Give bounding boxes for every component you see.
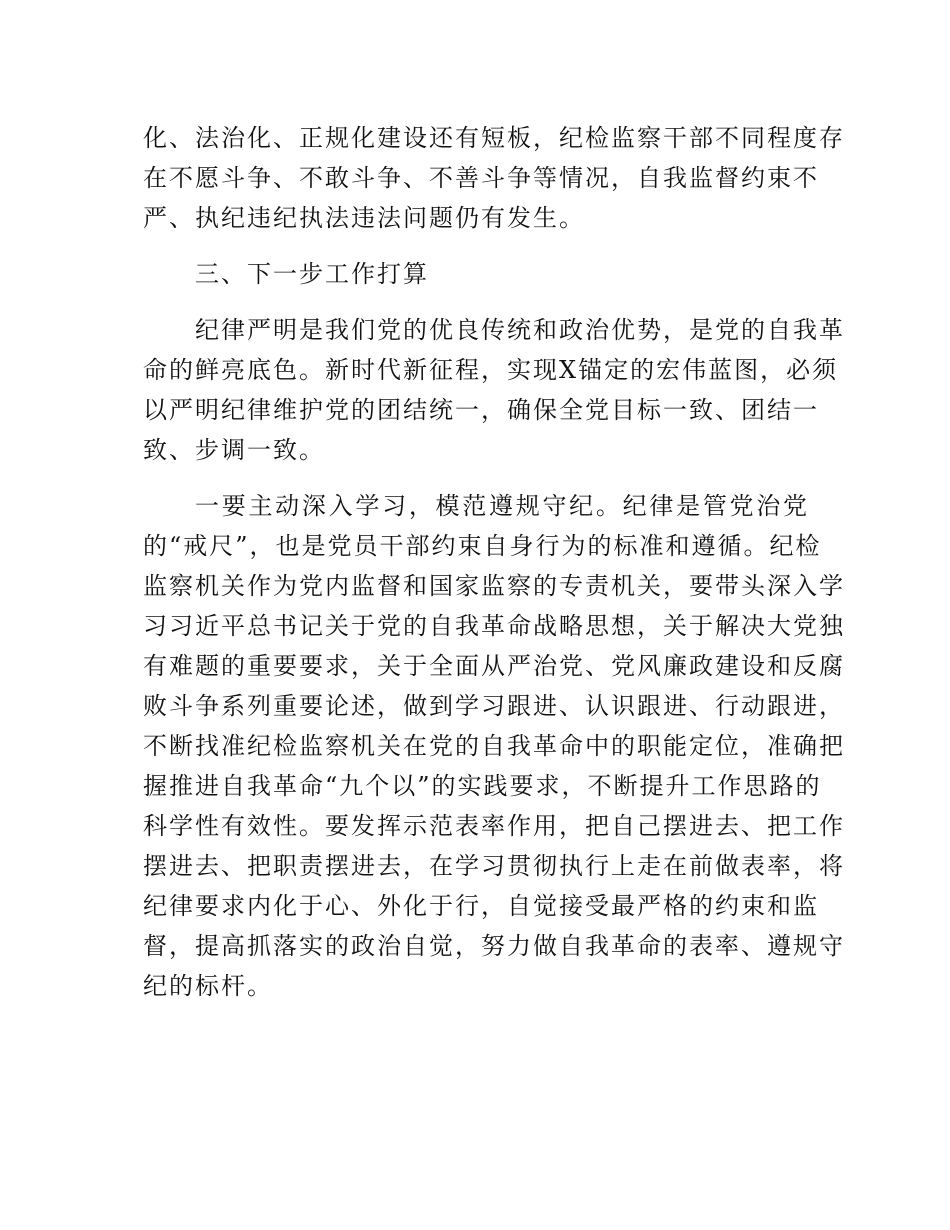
text-line: 督，提高抓落实的政治自觉，努力做自我革命的表率、遵规守 — [143, 932, 845, 960]
document-body — [143, 118, 845, 1006]
text-line: 命的鲜亮底色。新时代新征程，实现X锚定的宏伟蓝图，必须 — [143, 356, 839, 384]
text-line: 化、法治化、正规化建设还有短板，纪检监察干部不同程度存 — [143, 124, 845, 152]
text-line: 摆进去、把职责摆进去，在学习贯彻执行上走在前做表率，将 — [143, 852, 845, 880]
text-line: 纪的标杆。 — [143, 972, 273, 1000]
text-line: 不断找准纪检监察机关在党的自我革命中的职能定位，准确把 — [143, 732, 845, 760]
text-line: 握推进自我革命“九个以”的实践要求，不断提升工作思路的 — [143, 772, 822, 800]
heading-text: 三、下一步工作打算 — [195, 260, 429, 288]
section-heading — [143, 254, 809, 294]
text-line: 以严明纪律维护党的团结统一，确保全党目标一致、团结一 — [143, 396, 819, 424]
text-line: 有难题的重要要求，关于全面从严治党、党风廉政建设和反腐 — [143, 652, 845, 680]
text-line: 纪律严明是我们党的优良传统和政治优势，是党的自我革 — [195, 316, 845, 344]
text-line: 在不愿斗争、不敢斗争、不善斗争等情况，自我监督约束不 — [143, 164, 819, 192]
text-line: 监察机关作为党内监督和国家监察的专责机关，要带头深入学 — [143, 572, 845, 600]
text-line: 败斗争系列重要论述，做到学习跟进、认识跟进、行动跟进， — [143, 692, 845, 720]
text-line: 的“戒尺”，也是党员干部约束自身行为的标准和遵循。纪检 — [143, 532, 822, 560]
text-line: 一要主动深入学习，模范遵规守纪。纪律是管党治党 — [195, 492, 809, 520]
paragraph-study — [143, 486, 845, 1006]
paragraph-continued — [143, 118, 845, 238]
text-line: 严、执纪违纪执法违法问题仍有发生。 — [143, 204, 585, 232]
paragraph-discipline — [143, 310, 845, 470]
text-line: 纪律要求内化于心、外化于行，自觉接受最严格的约束和监 — [143, 892, 819, 920]
text-line: 习习近平总书记关于党的自我革命战略思想，关于解决大党独 — [143, 612, 845, 640]
text-line: 致、步调一致。 — [143, 436, 325, 464]
text-line: 科学性有效性。要发挥示范表率作用，把自己摆进去、把工作 — [143, 812, 845, 840]
